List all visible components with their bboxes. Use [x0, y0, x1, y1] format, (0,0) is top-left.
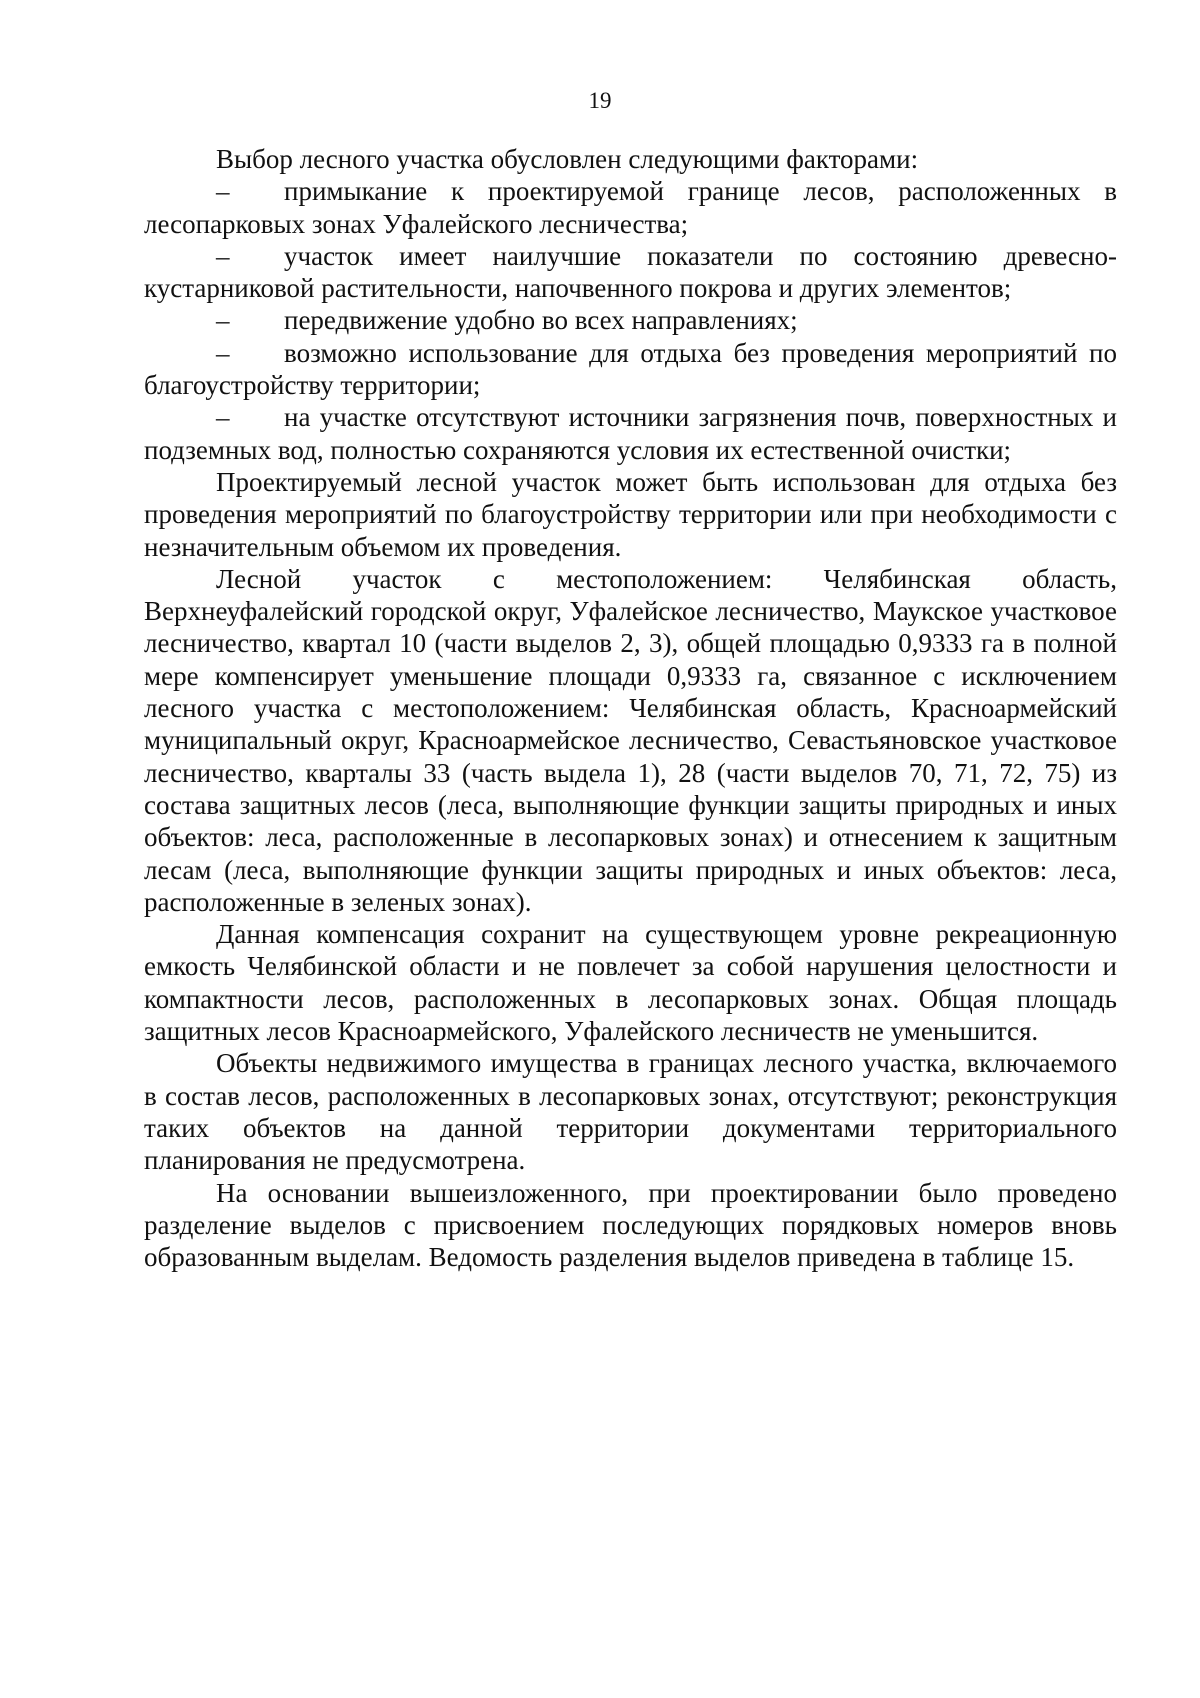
- page-number: 19: [588, 88, 612, 113]
- list-item: [144, 304, 1117, 336]
- list-item-text: примыкание к проектируемой границе лесов, расположенных в лесопарковых зонах Уфалейского лесничества;: [144, 176, 1117, 239]
- list-dash: –: [216, 176, 230, 207]
- list-item: [144, 240, 1117, 305]
- compensation-location-paragraph: Лесной участок с местоположением: Челябинская область, Верхнеуфалейский городской округ, Уфалейское лесничество, Маукское участковое лесничество, квартал 10 (части выделов 2, 3), общей площадью 0,9333 га в полной мере компенсирует уменьшение площади 0,9333 га, связанное с исключением лесного участка с местоположением: Челябинская область, Красноармейский муниципальный округ, Красноармейское лесничество, Севастьяновское участковое лесничество, кварталы 33 (часть выдела 1), 28 (части выделов 70, 71, 72, 75) из состава защитных лесов (леса, выполняющие функции защиты природных и иных объектов: леса, расположенные в лесопарковых зонах) и отнесением к защитным лесам (леса, выполняющие функции защиты природных и иных объектов: леса, расположенные в зеленых зонах).: [144, 563, 1117, 917]
- list-dash: –: [216, 240, 230, 271]
- document-body: [144, 143, 1117, 1273]
- list-item: [144, 337, 1117, 402]
- conclusion-paragraph: На основании вышеизложенного, при проектировании было проведено разделение выделов с присвоением последующих порядковых номеров вновь образованным выделам. Ведомость разделения выделов приведена в таблице 15.: [144, 1177, 1117, 1273]
- recreation-paragraph: Проектируемый лесной участок может быть использован для отдыха без проведения мероприятий по благоустройству территории или при необходимости с незначительным объемом их проведения.: [144, 466, 1117, 562]
- list-item: [144, 401, 1117, 466]
- list-item-text: передвижение удобно во всех направлениях;: [284, 305, 798, 336]
- compensation-effect-paragraph: Данная компенсация сохранит на существующем уровне рекреационную емкость Челябинской области и не повлечет за собой нарушения целостности и компактности лесов, расположенных в лесопарковых зонах. Общая площадь защитных лесов Красноармейского, Уфалейского лесничеств не уменьшится.: [144, 919, 1117, 1047]
- list-item-text: возможно использование для отдыха без проведения мероприятий по благоустройству территории;: [144, 337, 1117, 401]
- intro-paragraph: Выбор лесного участка обусловлен следующими факторами:: [216, 144, 919, 174]
- list-item: [144, 175, 1117, 240]
- list-dash: –: [216, 337, 230, 368]
- list-dash: –: [216, 402, 230, 433]
- list-item-text: участок имеет наилучшие показатели по состоянию древесно-кустарниковой растительности, напочвенного покрова и других элементов;: [144, 240, 1117, 304]
- real-estate-paragraph: Объекты недвижимого имущества в границах лесного участка, включаемого в состав лесов, расположенных в лесопарковых зонах, отсутствуют; реконструкция таких объектов на данной территории документами территориального планирования не предусмотрена.: [144, 1048, 1117, 1176]
- list-item-text: на участке отсутствуют источники загрязнения почв, поверхностных и подземных вод, полностью сохраняются условия их естественной очистки;: [144, 402, 1117, 465]
- list-dash: –: [216, 305, 230, 336]
- factors-list: [144, 175, 1117, 466]
